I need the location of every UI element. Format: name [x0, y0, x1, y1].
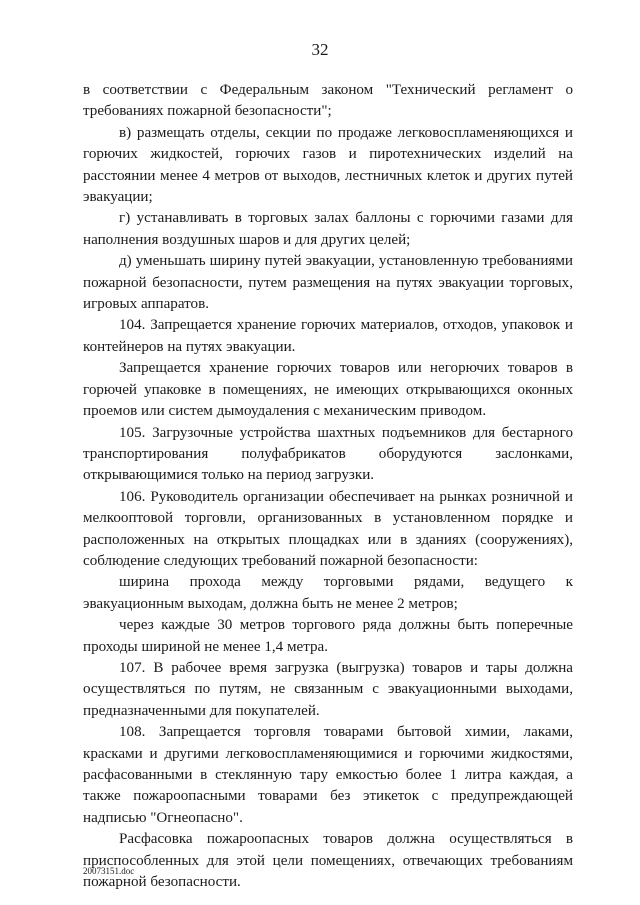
paragraph: г) устанавливать в торговых залах баллоны с горючими газами для наполнения воздушных шаров и для других целей;	[83, 210, 573, 248]
paragraph: в) размещать отделы, секции по продаже легковоспламеняющихся и горючих жидкостей, горючих газов и пиротехнических изделий на расстоянии менее 4 метров от выходов, лестничных клеток и других путей эвакуации;	[83, 124, 573, 206]
paragraph: Расфасовка пожароопасных товаров должна осуществляться в приспособленных для этой цели помещениях, отвечающих требованиям пожарной безопасности.	[83, 831, 573, 891]
paragraph: через каждые 30 метров торгового ряда должны быть поперечные проходы шириной не менее 1,4 метра.	[83, 617, 573, 655]
paragraph: ширина прохода между торговыми рядами, ведущего к эвакуационным выходам, должна быть не менее 2 метров;	[83, 574, 573, 612]
paragraph: д) уменьшать ширину путей эвакуации, установленную требованиями пожарной безопасности, путем размещения на путях эвакуации торговых, игровых аппаратов.	[83, 253, 573, 313]
paragraph: 106. Руководитель организации обеспечивает на рынках розничной и мелкооптовой торговли, организованных в установленном порядке и расположенных на открытых площадках или в зданиях (сооружениях), соблюдение следующих требований пожарной безопасности:	[83, 488, 573, 569]
paragraph: 108. Запрещается торговля товарами бытовой химии, лаками, красками и другими легковоспламеняющимися и горючими жидкостями, расфасованными в стеклянную тару емкостью более 1 литра каждая, а также пожароопасными товарами без этикеток с предупреждающей надписью "Огнеопасно".	[83, 724, 573, 826]
document-body	[83, 80, 573, 893]
page-number: 32	[311, 40, 329, 59]
paragraph: в соответствии с Федеральным законом "Технический регламент о требованиях пожарной безопасности";	[83, 82, 573, 120]
footer-filename: 20073151.doc	[83, 866, 135, 876]
paragraph: Запрещается хранение горючих товаров или негорючих товаров в горючей упаковке в помещениях, не имеющих открывающихся оконных проемов или систем дымоудаления с механическим приводом.	[83, 360, 573, 420]
paragraph: 107. В рабочее время загрузка (выгрузка) товаров и тары должна осуществляться по путям, не связанным с эвакуационными выходами, предназначенными для покупателей.	[83, 659, 573, 719]
paragraph: 104. Запрещается хранение горючих материалов, отходов, упаковок и контейнеров на путях эвакуации.	[83, 317, 573, 355]
paragraph: 105. Загрузочные устройства шахтных подъемников для бестарного транспортирования полуфабрикатов оборудуются заслонками, открывающимися только на период загрузки.	[83, 424, 573, 484]
